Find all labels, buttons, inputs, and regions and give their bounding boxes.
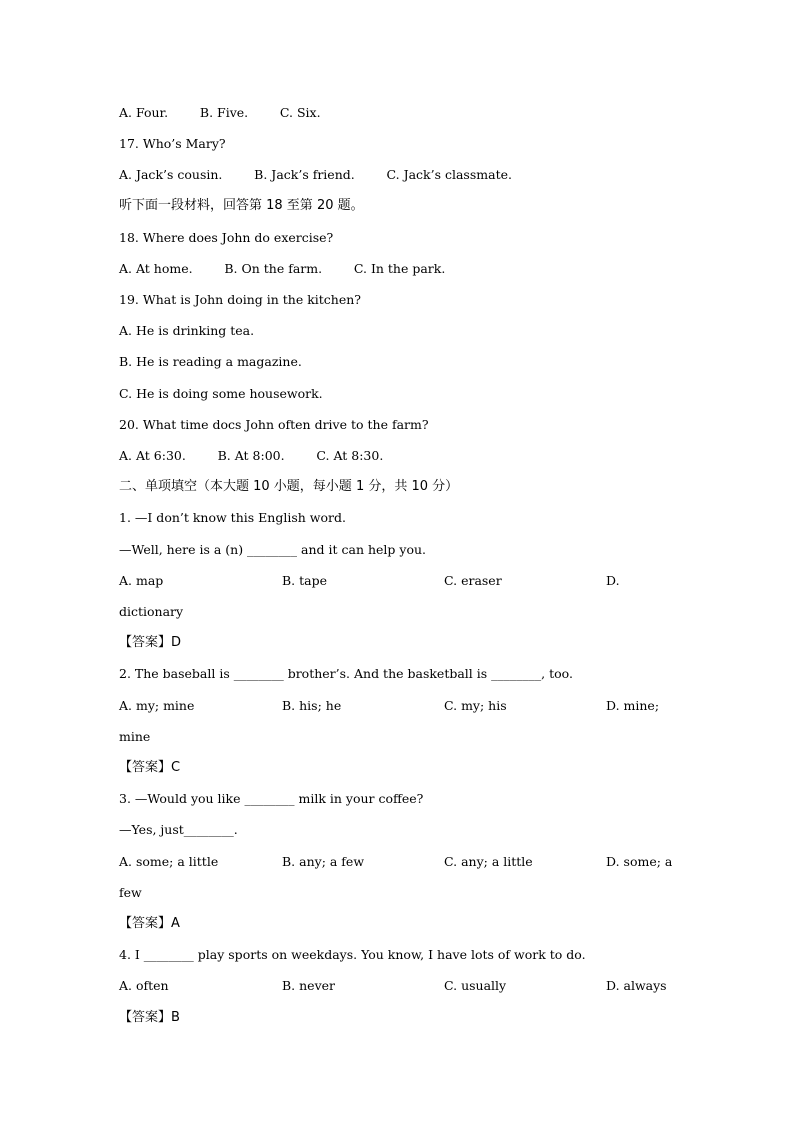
section-heading: 二、单项填空（本大题 10 小题，每小题 1 分，共 10 分） xyxy=(119,479,459,494)
mc3-question: 3. —Would you like ________ milk in your coffee? xyxy=(119,791,424,806)
q18-question: 18. Where does John do exercise? xyxy=(119,230,334,245)
option-d: D. xyxy=(606,573,620,588)
mc3-question-line2: —Yes, just________. xyxy=(119,822,238,837)
mc1-question: 1. —I don’t know this English word. xyxy=(119,510,346,525)
mc3-option-d-continued: few xyxy=(119,885,142,900)
listening-instruction: 听下面一段材料，回答第 18 至第 20 题。 xyxy=(119,198,364,213)
option-d: D. mine; xyxy=(606,698,660,713)
option-d: D. always xyxy=(606,978,667,993)
mc2-answer: 【答案】C xyxy=(119,760,181,775)
q16-options: A. Four. B. Five. C. Six. xyxy=(119,105,321,120)
mc2-question: 2. The baseball is ________ brother’s. And the basketball is ________, too. xyxy=(119,666,573,681)
q20-question: 20. What time docs John often drive to the farm? xyxy=(119,417,429,432)
option-d: D. some; a xyxy=(606,854,673,869)
mc2-option-d-continued: mine xyxy=(119,729,151,744)
mc4-answer: 【答案】B xyxy=(119,1010,180,1025)
q18-options: A. At home. B. On the farm. C. In the park. xyxy=(119,261,446,276)
option-b: B. any; a few xyxy=(282,854,365,869)
option-b: B. never xyxy=(282,978,336,993)
q19-option-b: B. He is reading a magazine. xyxy=(119,354,302,369)
option-c: C. eraser xyxy=(444,573,502,588)
q19-question: 19. What is John doing in the kitchen? xyxy=(119,292,362,307)
mc1-question-line2: —Well, here is a (n) ________ and it can help you. xyxy=(119,542,427,557)
q17-options: A. Jack’s cousin. B. Jack’s friend. C. Jack’s classmate. xyxy=(119,167,512,182)
option-a: A. my; mine xyxy=(119,698,195,713)
option-a: A. map xyxy=(119,573,164,588)
mc1-answer: 【答案】D xyxy=(119,635,182,650)
option-c: C. my; his xyxy=(444,698,507,713)
option-b: B. tape xyxy=(282,573,328,588)
option-c: C. any; a little xyxy=(444,854,533,869)
option-b: B. his; he xyxy=(282,698,342,713)
mc1-option-d-continued: dictionary xyxy=(119,604,184,619)
q17-question: 17. Who’s Mary? xyxy=(119,136,226,151)
option-c: C. usually xyxy=(444,978,507,993)
q19-option-c: C. He is doing some housework. xyxy=(119,386,323,401)
mc3-answer: 【答案】A xyxy=(119,916,180,931)
option-a: A. often xyxy=(119,978,169,993)
option-a: A. some; a little xyxy=(119,854,219,869)
q19-option-a: A. He is drinking tea. xyxy=(119,323,255,338)
q20-options: A. At 6:30. B. At 8:00. C. At 8:30. xyxy=(119,448,384,463)
mc4-question: 4. I ________ play sports on weekdays. You know, I have lots of work to do. xyxy=(119,947,586,962)
